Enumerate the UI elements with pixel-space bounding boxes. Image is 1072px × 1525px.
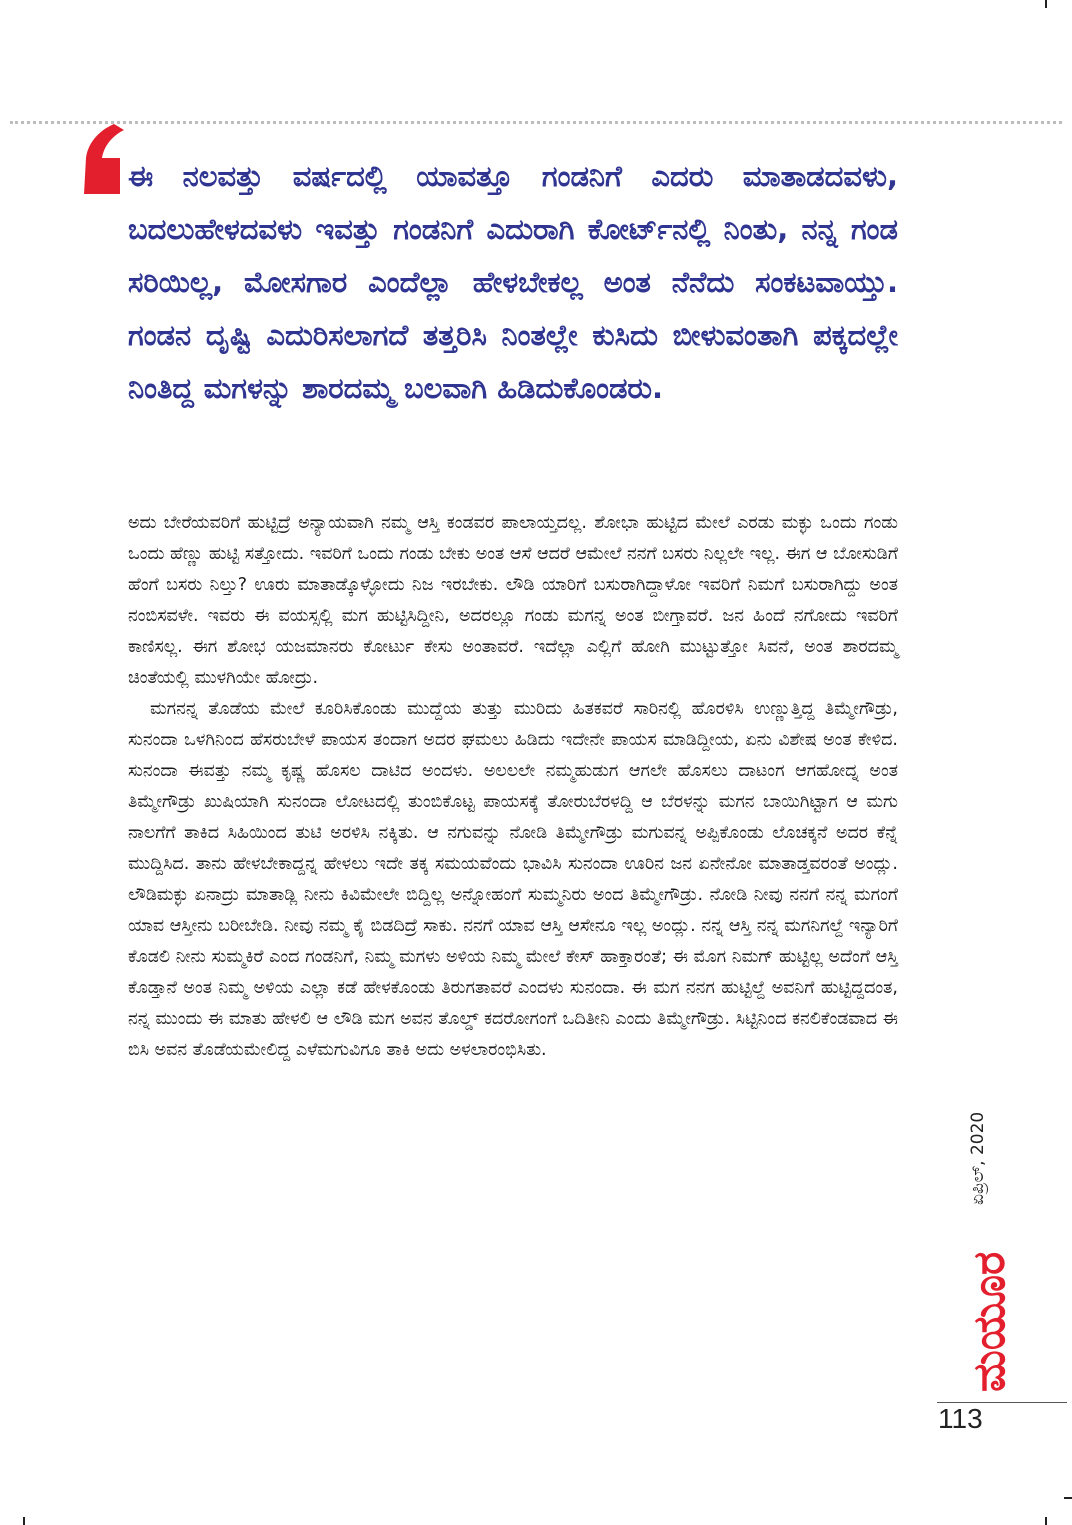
crop-mark-bottom-right: [1045, 1517, 1047, 1525]
quote-mark-icon: [80, 124, 126, 194]
crop-mark-right-bottom: [1064, 1497, 1072, 1499]
paragraph: ಮಗನನ್ನ ತೊಡೆಯ ಮೇಲೆ ಕೂರಿಸಿಕೊಂಡು ಮುದ್ದೆಯ ತುತ್ತು ಮುರಿದು ಹಿತಕವರೆ ಸಾರಿನಲ್ಲಿ ಹೊರಳಿಸಿ ಉಣ್ಣುತ್ತಿದ್ದ ತಿಮ್ಮೇಗೌಡ್ರು, ಸುನಂದಾ ಒಳಗಿನಿಂದ ಹೆಸರುಬೇಳೆ ಪಾಯಸ ತಂದಾಗ ಅದರ ಘಮಲು ಹಿಡಿದು ಇದೇನೇ ಪಾಯಸ ಮಾಡಿದ್ದೀಯ, ಏನು ವಿಶೇಷ ಅಂತ ಕೇಳಿದ. ಸುನಂದಾ ಈವತ್ತು ನಮ್ಮ ಕೃಷ್ಣ ಹೊಸಲ ದಾಟಿದ ಅಂದಳು. ಅಲಲಲೇ ನಮ್ಮಹುಡುಗ ಆಗಲೇ ಹೊಸಲು ದಾಟಂಗ ಆಗಹೋದ್ನ ಅಂತ ತಿಮ್ಮೇಗೌಡ್ರು ಖುಷಿಯಾಗಿ ಸುನಂದಾ ಲೋಟದಲ್ಲಿ ತುಂಬಿಕೊಟ್ಟ ಪಾಯಸಕ್ಕೆ ತೋರುಬೆರಳದ್ದಿ ಆ ಬೆರಳನ್ನು ಮಗನ ಬಾಯಿಗಿಟ್ಟಾಗ ಆ ಮಗು ನಾಲಗೆಗೆ ತಾಕಿದ ಸಿಹಿಯಿಂದ ತುಟಿ ಅರಳಿಸಿ ನಕ್ಕಿತು. ಆ ನಗುವನ್ನು ನೋಡಿ ತಿಮ್ಮೇಗೌಡ್ರು ಮಗುವನ್ನ ಅಪ್ಪಿಕೊಂಡು ಲೊಚಕ್ಕನೆ ಅದರ ಕೆನ್ನೆ ಮುದ್ದಿಸಿದ. ತಾನು ಹೇಳಬೇಕಾದ್ದನ್ನ ಹೇಳಲು ಇದೇ ತಕ್ಕ ಸಮಯವೆಂದು ಭಾವಿಸಿ ಸುನಂದಾ ಊರಿನ ಜನ ಏನೇನೋ ಮಾತಾಡ್ತವರಂತೆ ಅಂದ್ಲು. ಲೌಡಿಮಕ್ಳು ಏನಾದ್ರು ಮಾತಾಡ್ಲಿ ನೀನು ಕಿವಿಮೇಲೇ ಬಿದ್ದಿಲ್ಲ ಅನ್ನೋಹಂಗೆ ಸುಮ್ಮನಿರು ಅಂದ ತಿಮ್ಮೇಗೌಡ್ರು. ನೋಡಿ ನೀವು ನನಗೆ ನನ್ನ ಮಗಂಗೆ ಯಾವ ಆಸ್ತೀನು ಬರೀಬೇಡಿ. ನೀವು ನಮ್ಮ ಕೈ ಬಿಡದಿದ್ರೆ ಸಾಕು. ನನಗೆ ಯಾವ ಆಸ್ತಿ ಆಸೇನೂ ಇಲ್ಲ ಅಂದ್ಲು. ನನ್ನ ಆಸ್ತಿ ನನ್ನ ಮಗನಿಗಲ್ದೆ ಇನ್ಯಾರಿಗೆ ಕೊಡಲಿ ನೀನು ಸುಮ್ಮಕಿರೆ ಎಂದ ಗಂಡನಿಗೆ, ನಿಮ್ಮ ಮಗಳು ಅಳಿಯ ನಿಮ್ಮ ಮೇಲೆ ಕೇಸ್ ಹಾಕ್ತಾರಂತೆ; ಈ ಮೊಗ ನಿಮಗ್ ಹುಟ್ಟಿಲ್ಲ ಅದೆಂಗೆ ಆಸ್ತಿ ಕೊಡ್ತಾನೆ ಅಂತ ನಿಮ್ಮ ಅಳಿಯ ಎಲ್ಲಾ ಕಡೆ ಹೇಳಕೊಂಡು ತಿರುಗತಾವರೆ ಎಂದಳು ಸುನಂದಾ. ಈ ಮಗ ನನಗ ಹುಟ್ಟಿಲ್ದೆ ಅವನಿಗೆ ಹುಟ್ಟಿದ್ದದಂತ, ನನ್ನ ಮುಂದು ಈ ಮಾತು ಹೇಳಲಿ ಆ ಲೌಡಿ ಮಗ ಅವನ ತೊಲ್ಡ್ ಕದರೋಗಂಗೆ ಒದಿತೀನಿ ಎಂದು ತಿಮ್ಮೇಗೌಡ್ರು. ಸಿಟ್ಟಿನಿಂದ ಕನಲಿಕೆಂಡವಾದ ಈ ಬಿಸಿ ಅವನ ತೊಡೆಯಮೇಲಿದ್ದ ಎಳೆಮಗುವಿಗೂ ತಾಕಿ ಅದು ಅಳಲಾರಂಭಿಸಿತು.: [128, 699, 898, 1060]
crop-mark-top: [1045, 0, 1047, 8]
pull-quote: ಈ ನಲವತ್ತು ವರ್ಷದಲ್ಲಿ ಯಾವತ್ತೂ ಗಂಡನಿಗೆ ಎದರು ಮಾತಾಡದವಳು, ಬದಲುಹೇಳದವಳು ಇವತ್ತು ಗಂಡನಿಗೆ ಎದುರಾಗಿ ಕೋರ್ಟ್‌ನಲ್ಲಿ ನಿಂತು, ನನ್ನ ಗಂಡ ಸರಿಯಿಲ್ಲ, ಮೋಸಗಾರ ಎಂದೆಲ್ಲಾ ಹೇಳಬೇಕಲ್ಲ ಅಂತ ನೆನೆದು ಸಂಕಟವಾಯ್ತು. ಗಂಡನ ದೃಷ್ಟಿ ಎದುರಿಸಲಾಗದೆ ತತ್ತರಿಸಿ ನಿಂತಲ್ಲೇ ಕುಸಿದು ಬೀಳುವಂತಾಗಿ ಪಕ್ಕದಲ್ಲೇ ನಿಂತಿದ್ದ ಮಗಳನ್ನು ಶಾರದಮ್ಮ ಬಲವಾಗಿ ಹಿಡಿದುಕೊಂಡರು.: [128, 159, 898, 405]
issue-date: ಏಪ್ರಿಲ್, 2020: [968, 1111, 988, 1205]
dotted-divider: [10, 121, 1062, 124]
page-number: 113: [938, 1403, 983, 1434]
article-body: [128, 508, 898, 1066]
crop-mark-bottom-left: [23, 1517, 25, 1525]
paragraph: ಅದು ಬೇರೆಯವರಿಗೆ ಹುಟ್ಟಿದ್ರೆ ಅನ್ಯಾಯವಾಗಿ ನಮ್ಮ ಆಸ್ತಿ ಕಂಡವರ ಪಾಲಾಯ್ತದಲ್ಲ. ಶೋಭಾ ಹುಟ್ಟಿದ ಮೇಲೆ ಎರಡು ಮಕ್ಳು ಒಂದು ಗಂಡು ಒಂದು ಹೆಣ್ಣು ಹುಟ್ಟಿ ಸತ್ತೋದು. ಇವರಿಗೆ ಒಂದು ಗಂಡು ಬೇಕು ಅಂತ ಆಸೆ ಆದರೆ ಆಮೇಲೆ ನನಗೆ ಬಸರು ನಿಲ್ಲಲೇ ಇಲ್ಲ. ಈಗ ಆ ಬೋಸುಡಿಗೆ ಹೆಂಗೆ ಬಸರು ನಿಲ್ತು? ಊರು ಮಾತಾಡ್ಕೊಳ್ಳೋದು ನಿಜ ಇರಬೇಕು. ಲೌಡಿ ಯಾರಿಗೆ ಬಸುರಾಗಿದ್ದಾಳೋ ಇವರಿಗೆ ನಿಮಗೆ ಬಸುರಾಗಿದ್ದು ಅಂತ ನಂಬಿಸವಳೇ. ಇವರು ಈ ವಯಸ್ಸಲ್ಲಿ ಮಗ ಹುಟ್ಟಿಸಿದ್ದೀನಿ, ಅದರಲ್ಲೂ ಗಂಡು ಮಗನ್ನ ಅಂತ ಬೀಗ್ತಾವರೆ. ಜನ ಹಿಂದೆ ನಗೋದು ಇವರಿಗೆ ಕಾಣಿಸಲ್ಲ. ಈಗ ಶೋಭ ಯಜಮಾನರು ಕೋರ್ಟು ಕೇಸು ಅಂತಾವರೆ. ಇದೆಲ್ಲಾ ಎಲ್ಲಿಗೆ ಹೋಗಿ ಮುಟ್ಟುತ್ತೋ ಸಿವನೆ, ಅಂತ ಶಾರದಮ್ಮ ಚಿಂತೆಯಲ್ಲಿ ಮುಳಗಿಯೇ ಹೋದ್ರು.: [128, 513, 898, 688]
magazine-logo: ಮಯೂರ: [964, 1251, 1015, 1392]
